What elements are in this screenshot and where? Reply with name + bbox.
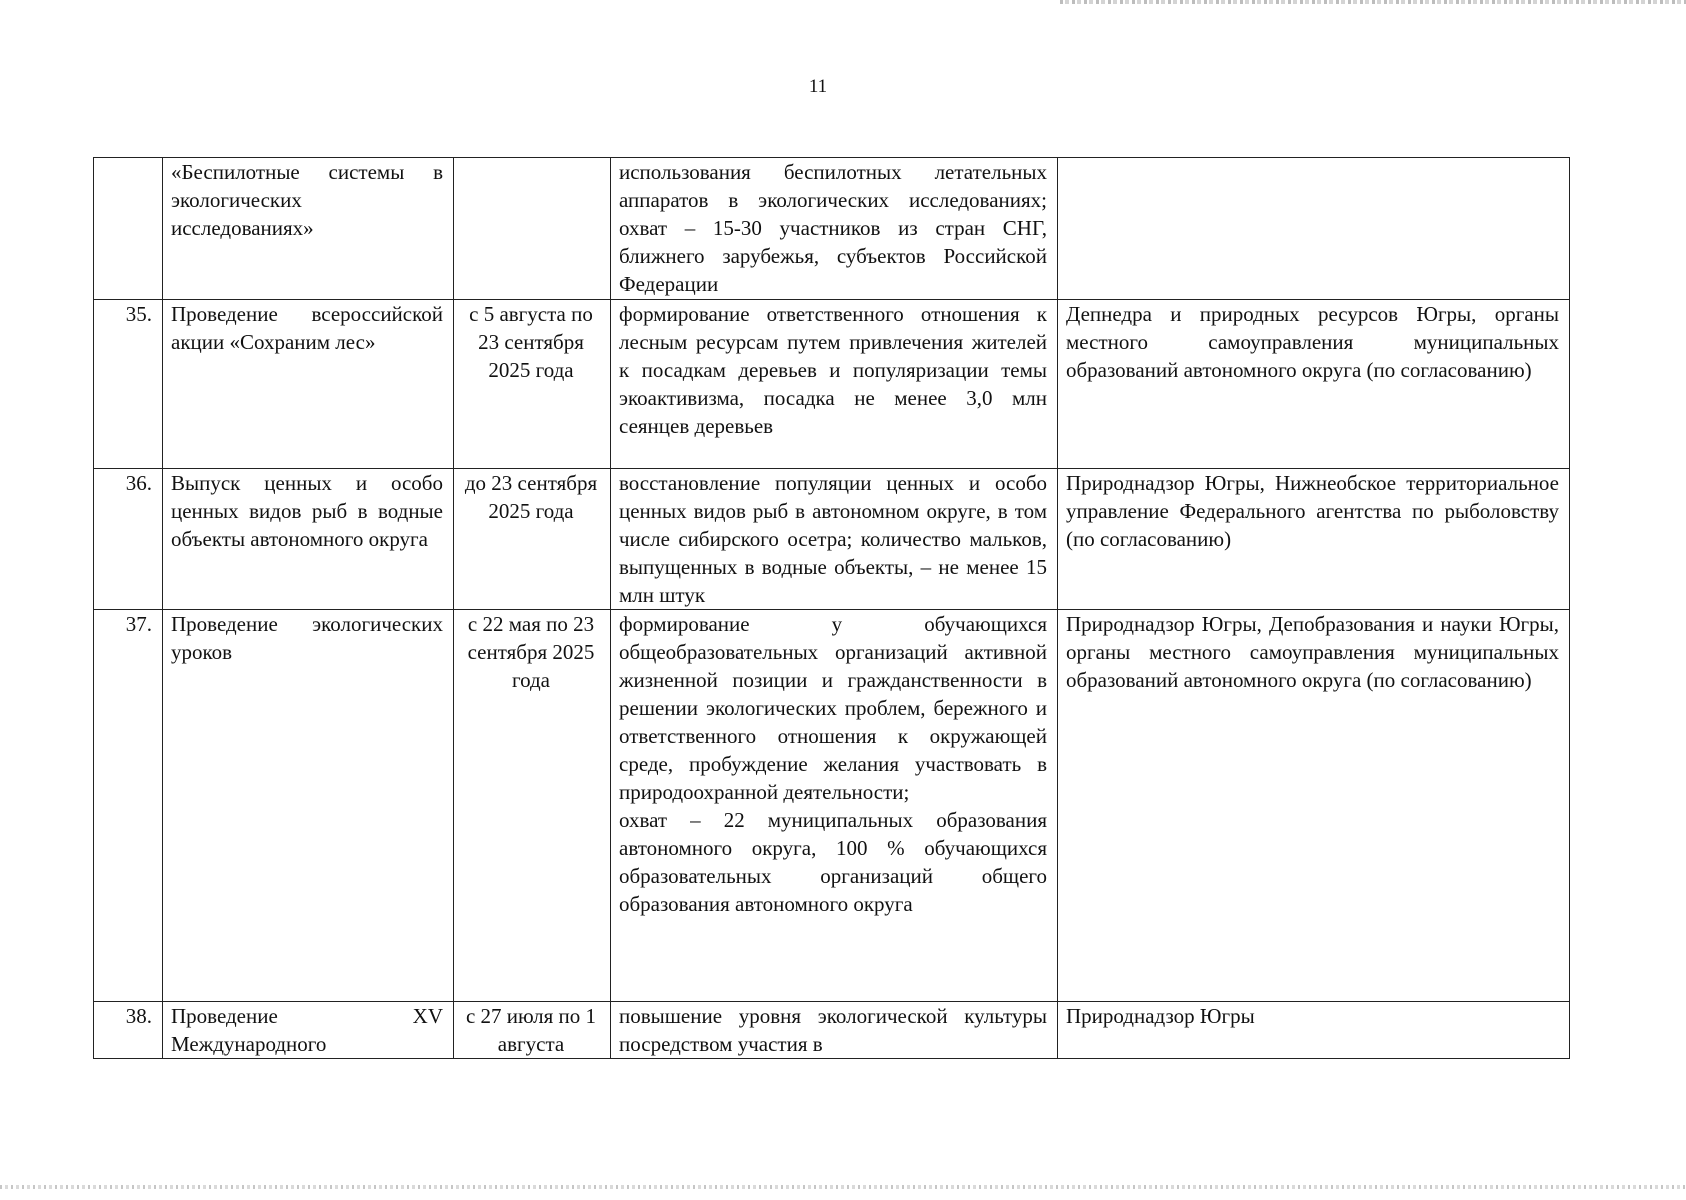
row-number [94, 158, 163, 300]
event-result: формирование ответственного отношения к лесным ресурсам путем привлечения жителей к посадкам деревьев и популяризации темы экоактивизма, посадка не менее 3,0 млн сеянцев деревьев [611, 300, 1058, 469]
event-result: использования беспилотных летательных аппаратов в экологических исследованиях; охват – 15-30 участников из стран СНГ, ближнего зарубежья, субъектов Российской Федерации [611, 158, 1058, 300]
event-dates [454, 158, 611, 300]
event-result: восстановление популяции ценных и особо ценных видов рыб в автономном округе, в том числе сибирского осетра; количество мальков, выпущенных в водные объекты, – не менее 15 млн штук [611, 469, 1058, 610]
table-row [94, 158, 1570, 300]
event-result: формирование у обучающихся общеобразовательных организаций активной жизненной позиции и гражданственности в решении экологических проблем, бережного и ответственного отношения к окружающей среде, пробуждение желания участвовать в природоохранной деятельности; охват – 22 муниципальных образования автономного округа, 100 % обучающихся образовательных организаций общего образования автономного округа [611, 610, 1058, 1002]
event-dates: с 22 мая по 23 сентября 2025 года [454, 610, 611, 1002]
event-executor: Депнедра и природных ресурсов Югры, органы местного самоуправления муниципальных образований автономного округа (по согласованию) [1058, 300, 1570, 469]
table-row [94, 300, 1570, 469]
event-executor: Природнадзор Югры, Депобразования и науки Югры, органы местного самоуправления муниципальных образований автономного округа (по согласованию) [1058, 610, 1570, 1002]
event-name: Выпуск ценных и особо ценных видов рыб в водные объекты автономного округа [163, 469, 454, 610]
table-row [94, 1002, 1570, 1059]
events-table [93, 157, 1570, 1059]
event-name: Проведение экологических уроков [163, 610, 454, 1002]
event-dates: с 5 августа по 23 сентября 2025 года [454, 300, 611, 469]
event-name: «Беспилотные системы в экологических исследованиях» [163, 158, 454, 300]
event-name: Проведение всероссийской акции «Сохраним лес» [163, 300, 454, 469]
event-dates: с 27 июля по 1 августа [454, 1002, 611, 1059]
table-row [94, 469, 1570, 610]
table-row [94, 610, 1570, 1002]
row-number: 36. [94, 469, 163, 610]
scan-edge-bottom [0, 1185, 1686, 1189]
event-executor: Природнадзор Югры, Нижнеобское территориальное управление Федерального агентства по рыболовству (по согласованию) [1058, 469, 1570, 610]
event-executor: Природнадзор Югры [1058, 1002, 1570, 1059]
event-executor [1058, 158, 1570, 300]
event-name: Проведение XV Международного [163, 1002, 454, 1059]
row-number: 37. [94, 610, 163, 1002]
scan-edge-top [1060, 0, 1686, 4]
page-number: 11 [808, 76, 828, 97]
row-number: 38. [94, 1002, 163, 1059]
event-dates: до 23 сентября 2025 года [454, 469, 611, 610]
event-result: повышение уровня экологической культуры посредством участия в [611, 1002, 1058, 1059]
row-number: 35. [94, 300, 163, 469]
